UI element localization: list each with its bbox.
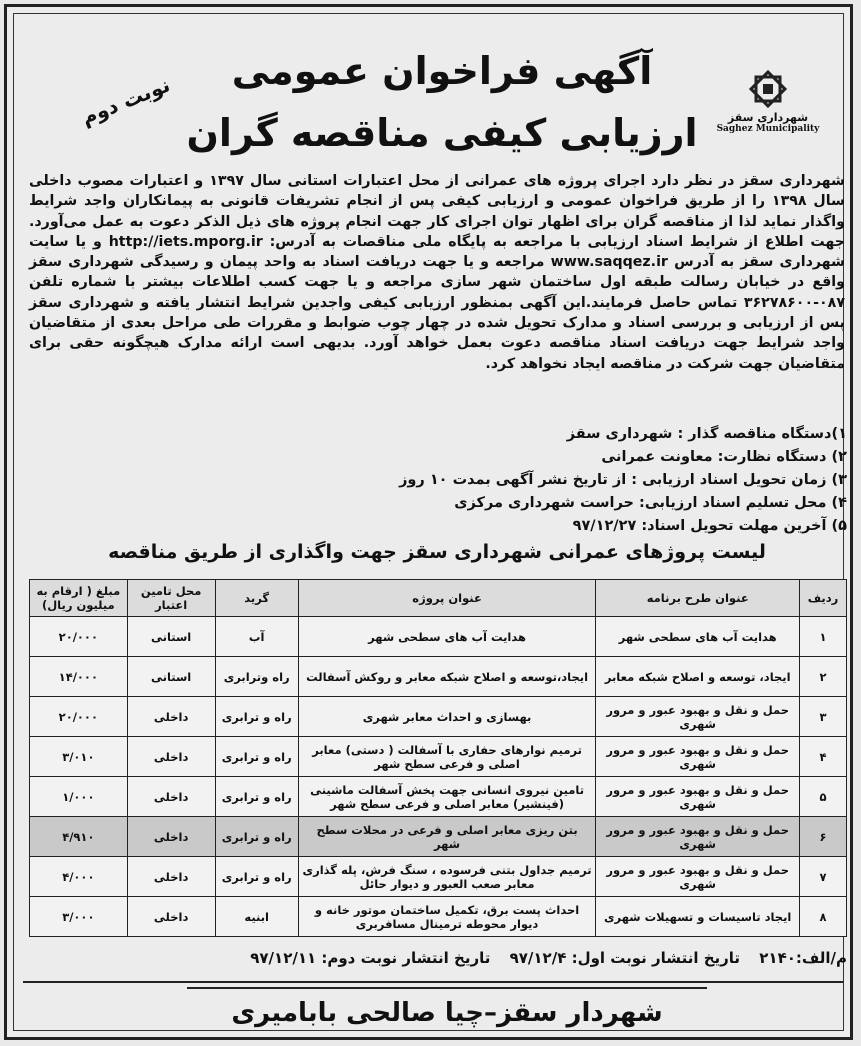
logo-text-fa: شهرداری سقز — [727, 111, 809, 124]
cell-row-number: ۷ — [800, 857, 847, 897]
cell-plan-title: حمل و نقل و بهبود عبور و مرور شهری — [596, 857, 800, 897]
cell-project-title: ترمیم نوارهای حفاری با آسفالت ( دستی) معابر اصلی و فرعی سطح شهر — [298, 737, 596, 777]
cell-project-title: بتن ریزی معابر اصلی و فرعی در محلات سطح شهر — [298, 817, 596, 857]
condition-item: ۱)دستگاه مناقصه گذار : شهرداری سقز — [566, 426, 847, 442]
cell-grade: راه و ترابری — [215, 857, 298, 897]
first-publication-date: تاریخ انتشار نوبت اول: ۹۷/۱۲/۴ — [509, 949, 741, 967]
table-row — [30, 817, 847, 857]
cell-project-title: ایجاد،توسعه و اصلاح شبکه معابر و روکش آسفالت — [298, 657, 596, 697]
cell-grade: راه وترابری — [215, 657, 298, 697]
title-line1: آگهی فراخوان عمومی — [231, 49, 653, 93]
cell-funding-source: داخلی — [127, 817, 215, 857]
logo-text-en: Saghez Municipality — [716, 124, 820, 134]
header-amount: مبلغ ( ارقام به میلیون ریال) — [30, 580, 128, 617]
cell-row-number: ۱ — [800, 617, 847, 657]
table-row — [30, 897, 847, 937]
cell-amount: ۲۰/۰۰۰ — [30, 697, 128, 737]
cell-project-title: ترمیم جداول بتنی فرسوده ، سنگ فرش، پله گذاری معابر صعب العبور و دیوار حائل — [298, 857, 596, 897]
cell-funding-source: داخلی — [127, 857, 215, 897]
cell-grade: آب — [215, 617, 298, 657]
conditions-list — [307, 423, 847, 538]
divider — [23, 981, 843, 983]
header — [7, 7, 850, 169]
condition-item: ۵) آخرین مهلت تحویل اسناد: ۹۷/۱۲/۲۷ — [572, 518, 847, 534]
header-grade: گرید — [215, 580, 298, 617]
table-row — [30, 697, 847, 737]
cell-amount: ۴/۰۰۰ — [30, 857, 128, 897]
projects-list-title: لیست پروژهای عمرانی شهرداری سقز جهت واگذاری از طریق مناقصه — [108, 541, 766, 563]
municipality-logo — [703, 69, 833, 149]
publication-info — [107, 949, 847, 967]
cell-plan-title: ایجاد، توسعه و اصلاح شبکه معابر — [596, 657, 800, 697]
cell-funding-source: داخلی — [127, 897, 215, 937]
cell-grade: ابنیه — [215, 897, 298, 937]
table-row — [30, 737, 847, 777]
cell-funding-source: داخلی — [127, 737, 215, 777]
cell-funding-source: داخلی — [127, 777, 215, 817]
cell-grade: راه و ترابری — [215, 697, 298, 737]
table-row — [30, 657, 847, 697]
mayor-signature: شهردار سقز–چیا صالحی بابامیری — [187, 987, 707, 1037]
cell-plan-title: هدایت آب های سطحی شهر — [596, 617, 800, 657]
second-publication-date: تاریخ انتشار نوبت دوم: ۹۷/۱۲/۱۱ — [250, 949, 491, 967]
cell-grade: راه و ترابری — [215, 737, 298, 777]
table-row — [30, 857, 847, 897]
reference-number: م/الف:۲۱۴۰ — [759, 949, 847, 967]
cell-funding-source: داخلی — [127, 697, 215, 737]
cell-plan-title: حمل و نقل و بهبود عبور و مرور شهری — [596, 697, 800, 737]
cell-amount: ۱۴/۰۰۰ — [30, 657, 128, 697]
cell-plan-title: حمل و نقل و بهبود عبور و مرور شهری — [596, 777, 800, 817]
cell-amount: ۴/۹۱۰ — [30, 817, 128, 857]
cell-project-title: بهسازی و احداث معابر شهری — [298, 697, 596, 737]
cell-row-number: ۶ — [800, 817, 847, 857]
cell-funding-source: استانی — [127, 617, 215, 657]
emblem-icon — [748, 69, 788, 109]
cell-row-number: ۵ — [800, 777, 847, 817]
cell-amount: ۳/۰۱۰ — [30, 737, 128, 777]
cell-grade: راه و ترابری — [215, 777, 298, 817]
notice-body: شهرداری سقز در نظر دارد اجرای پروژه های عمرانی از محل اعتبارات استانی سال ۱۳۹۷ و اعتبارات مصوب داخلی سال ۱۳۹۸ را از طریق فراخوان عمومی و ارزیابی کیفی پس از انجام تشریفات قانونی به پیمانکاران واجد شرایط واگذار نماید لذا از مناقصه گران برای اظهار توان اجرای کار جهت انجام پروژه های ذیل الذکر دعوت به عمل می‌آورد. جهت اطلاع از شرایط اسناد ارزیابی با مراجعه به پایگاه ملی مناقصات به آدرس: http://iets.mporg.ir و یا سایت شهرداری سقز به آدرس www.saqqez.ir مراجعه و یا جهت دریافت اسناد به واحد پیمان و رسیدگی شهرداری سقز واقع در خیابان رسالت طبقه اول ساختمان شهر سازی مراجعه و یا جهت کسب اطلاعات بیشتر با شماره تلفن ۰۸۷-۳۶۲۷۸۶۰۰ تماس حاصل فرمایند.این آگهی بمنظور ارزیابی کیفی واجدین شرایط انتشار یافته و شهرداری سقز پس از ارزیابی و بررسی اسناد و مدارک تحویل شده در چهار چوب ضوابط و مقررات طی مراحل بعدی از متقاضیان واجد شرایط جهت دریافت اسناد مناقصه دعوت بعمل خواهد آورد. بدیهی است ارائه مدارک هیچگونه حقی برای متقاضیان جهت شرکت در مناقصه ایجاد نخواهد کرد. — [29, 173, 845, 372]
cell-grade: راه و ترابری — [215, 817, 298, 857]
cell-plan-title: حمل و نقل و بهبود عبور و مرور شهری — [596, 737, 800, 777]
cell-amount: ۳/۰۰۰ — [30, 897, 128, 937]
cell-plan-title: حمل و نقل و بهبود عبور و مرور شهری — [596, 817, 800, 857]
cell-row-number: ۳ — [800, 697, 847, 737]
cell-row-number: ۸ — [800, 897, 847, 937]
table-row — [30, 617, 847, 657]
header-project-title: عنوان پروژه — [298, 580, 596, 617]
notice-frame — [4, 4, 853, 1040]
cell-plan-title: ایجاد تاسیسات و تسهیلات شهری — [596, 897, 800, 937]
header-funding-source: محل تامین اعتبار — [127, 580, 215, 617]
table-header-row — [30, 580, 847, 617]
cell-row-number: ۴ — [800, 737, 847, 777]
table-row — [30, 777, 847, 817]
cell-amount: ۱/۰۰۰ — [30, 777, 128, 817]
title-line2: ارزیابی کیفی مناقصه گران — [186, 111, 698, 155]
cell-project-title: تامین نیروی انسانی جهت پخش آسفالت ماشینی (فینشیر) معابر اصلی و فرعی سطح شهر — [298, 777, 596, 817]
round-label: نوبت دوم — [77, 72, 174, 130]
cell-project-title: هدایت آب های سطحی شهر — [298, 617, 596, 657]
cell-amount: ۲۰/۰۰۰ — [30, 617, 128, 657]
header-row-number: ردیف — [800, 580, 847, 617]
condition-item: ۲) دستگاه نظارت: معاونت عمرانی — [601, 449, 847, 465]
condition-item: ۴) محل تسلیم اسناد ارزیابی: حراست شهرداری مرکزی — [454, 495, 847, 511]
projects-table — [29, 579, 847, 937]
cell-project-title: احداث پست برق، تکمیل ساختمان موتور خانه و دیوار محوطه ترمینال مسافربری — [298, 897, 596, 937]
header-plan-title: عنوان طرح برنامه — [596, 580, 800, 617]
cell-funding-source: استانی — [127, 657, 215, 697]
cell-row-number: ۲ — [800, 657, 847, 697]
condition-item: ۳) زمان تحویل اسناد ارزیابی : از تاریخ نشر آگهی بمدت ۱۰ روز — [399, 472, 847, 488]
